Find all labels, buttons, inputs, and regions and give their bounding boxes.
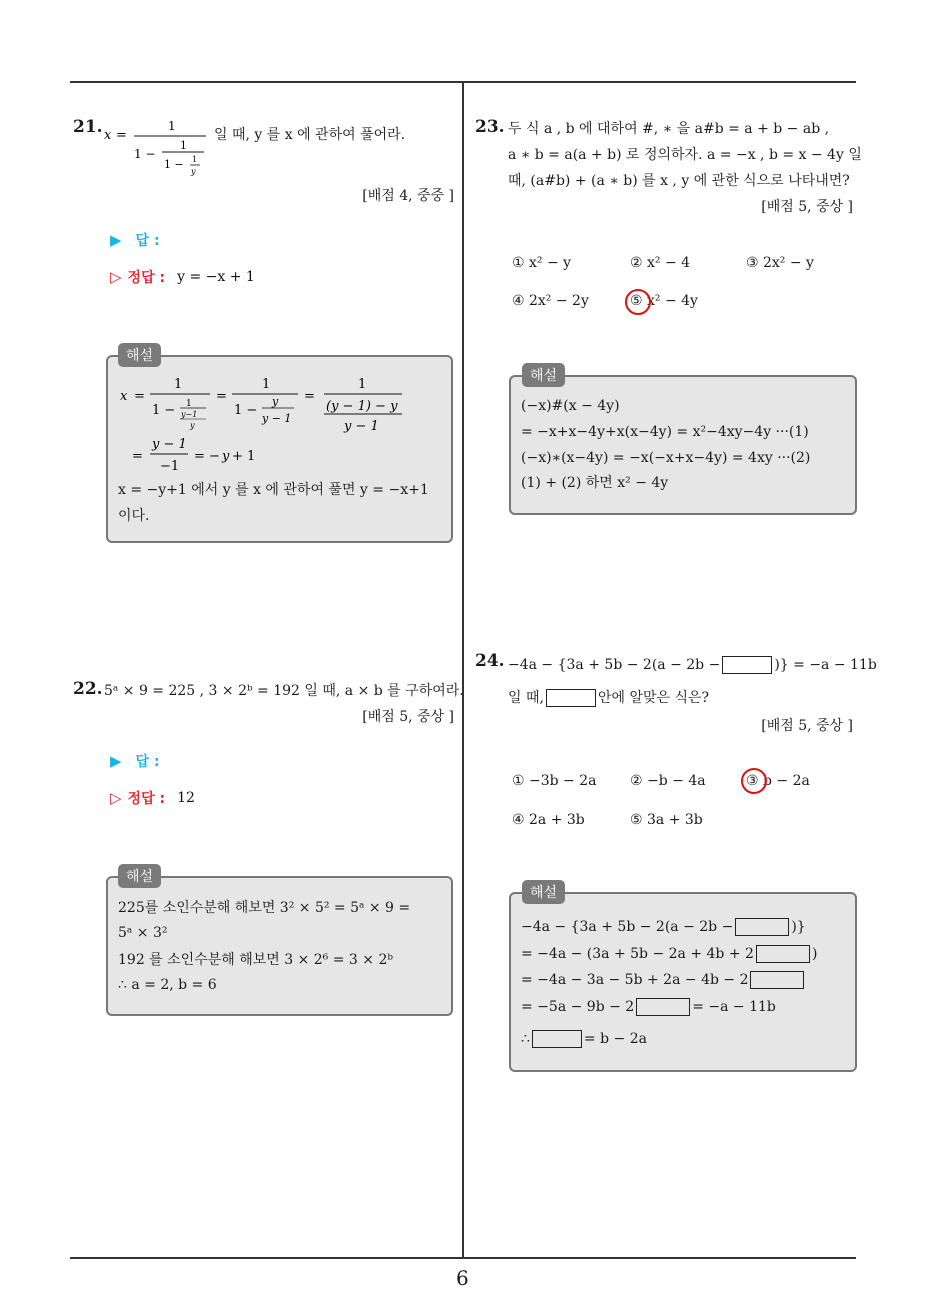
q24-solution-line2 — [521, 944, 817, 964]
correct-value: 12 — [177, 790, 195, 806]
q21-solution-math — [118, 372, 418, 482]
svg-text:1: 1 — [174, 377, 183, 392]
q21-solution-line3: x = −y+1 에서 y 를 x 에 관하여 풀면 y = −x+1 — [118, 482, 429, 498]
q24-score: [배점 5, 중상 ] — [761, 718, 853, 734]
q24-line1-right: )} = −a − 11b — [774, 657, 877, 673]
q22-solution-tag: 해설 — [118, 864, 161, 888]
play-icon: ▶ — [110, 231, 122, 249]
svg-text:y − 1: y − 1 — [344, 419, 379, 434]
q22-answer-row[interactable] — [110, 751, 160, 771]
q24-selected-circle-icon — [741, 768, 767, 794]
svg-text:=: = — [304, 389, 315, 404]
svg-text:−1: −1 — [160, 459, 180, 474]
correct-label: 정답 : — [127, 791, 166, 807]
q23-line1: 두 식 a , b 에 대하여 #, ∗ 을 a#b = a + b − ab , — [508, 121, 830, 137]
q24-choice-4[interactable]: ④ 2a + 3b — [512, 812, 585, 828]
q22-solution-line4: ∴ a = 2, b = 6 — [118, 977, 217, 993]
q23-score: [배점 5, 중상 ] — [761, 199, 853, 215]
correct-value: y = −x + 1 — [177, 269, 255, 285]
q23-choice-2[interactable]: ② x² − 4 — [630, 255, 691, 271]
q22-solution-line2: 5ᵃ × 3² — [118, 925, 168, 941]
q24-line1 — [508, 652, 877, 678]
q23-solution-line1: (−x)#(x − 4y) — [521, 398, 620, 414]
q24-sol-blank-box — [750, 971, 804, 989]
bottom-rule — [70, 1257, 856, 1259]
svg-text:1: 1 — [180, 139, 187, 152]
q23-choice-3[interactable]: ③ 2x² − y — [746, 255, 814, 271]
q24-sol-blank-box — [636, 998, 690, 1016]
q21-solution-tag: 해설 — [118, 343, 161, 367]
q24-sol-line1-left: −4a − {3a + 5b − 2(a − 2b − — [521, 919, 734, 935]
svg-text:y: y — [272, 395, 279, 408]
q24-solution-line3 — [521, 970, 806, 990]
q24-choice-2[interactable]: ② −b − 4a — [630, 773, 706, 789]
q23-line3: 때, (a#b) + (a ∗ b) 를 x , y 에 관한 식으로 나타내면? — [508, 173, 850, 189]
q21-fraction — [104, 116, 210, 182]
svg-text:=: = — [116, 128, 127, 143]
q23-selected-circle-icon — [625, 289, 651, 315]
q24-sol-line4-right: = −a − 11b — [692, 999, 776, 1015]
svg-text:1 −: 1 − — [234, 403, 258, 418]
q23-solution-line4: (1) + (2) 하면 x² − 4y — [521, 475, 669, 491]
svg-text:+ 1: + 1 — [232, 449, 256, 464]
q24-line2-left: 일 때, — [508, 690, 544, 706]
q22-solution-box — [106, 876, 453, 1016]
q24-blank-box — [546, 689, 596, 707]
q24-sol-line5-right: = b − 2a — [583, 1031, 647, 1047]
svg-text:y: y — [191, 167, 196, 176]
q22-solution-line3: 192 를 소인수분해 해보면 3 × 2⁶ = 3 × 2ᵇ — [118, 952, 393, 968]
svg-text:=: = — [134, 389, 145, 404]
q24-sol-line5-left: ∴ — [521, 1031, 530, 1047]
q24-line2-right: 안에 알맞은 식은? — [597, 690, 710, 706]
q21-correct-row — [110, 267, 255, 287]
svg-text:x: x — [104, 128, 112, 143]
svg-text:y: y — [190, 421, 195, 430]
answer-label: 답 : — [135, 754, 160, 770]
answer-label: 답 : — [135, 233, 160, 249]
q23-solution-line2: = −x+x−4y+x(x−4y) = x²−4xy−4y ···(1) — [521, 424, 809, 440]
svg-text:1 −: 1 − — [134, 147, 156, 161]
q24-choice-3[interactable]: ③ b − 2a — [746, 773, 810, 789]
triangle-outline-icon: ▷ — [110, 789, 122, 807]
q22-correct-row — [110, 788, 195, 808]
q23-choice-1[interactable]: ① x² − y — [512, 255, 572, 271]
q23-solution-line3: (−x)∗(x−4y) = −x(−x+x−4y) = 4xy ···(2) — [521, 450, 811, 466]
q24-sol-line1-right: )} — [791, 919, 806, 935]
q24-sol-blank-box — [735, 918, 789, 936]
svg-text:= −: = − — [194, 449, 220, 464]
q24-sol-line4-left: = −5a − 9b − 2 — [521, 999, 635, 1015]
play-icon: ▶ — [110, 752, 122, 770]
q21-score: [배점 4, 중중 ] — [362, 188, 454, 204]
svg-text:y − 1: y − 1 — [152, 437, 187, 452]
q21-question-text: 일 때, y 를 x 에 관하여 풀어라. — [214, 127, 406, 143]
q22-number: 22. — [73, 679, 103, 699]
q24-solution-line4 — [521, 997, 776, 1017]
q22-score: [배점 5, 중상 ] — [362, 709, 454, 725]
svg-text:1 −: 1 − — [164, 158, 184, 171]
q24-number: 24. — [475, 651, 505, 671]
q24-blank-box — [722, 656, 772, 674]
q23-line2: a ∗ b = a(a + b) 로 정의하자. a = −x , b = x − 4y 일 — [508, 147, 862, 163]
svg-text:1: 1 — [186, 399, 192, 409]
page-number: 6 — [456, 1266, 469, 1290]
svg-text:(y − 1) − y: (y − 1) − y — [326, 399, 398, 414]
svg-text:y: y — [222, 449, 230, 464]
svg-text:y − 1: y − 1 — [262, 412, 292, 425]
svg-text:=: = — [216, 389, 227, 404]
q21-answer-row[interactable] — [110, 230, 160, 250]
q24-solution-tag: 해설 — [522, 880, 565, 904]
q24-sol-blank-box — [532, 1030, 582, 1048]
q23-choice-5[interactable]: ⑤ x² − 4y — [630, 293, 698, 309]
q24-solution-line5 — [521, 1029, 647, 1049]
q24-sol-line3-left: = −4a − 3a − 5b + 2a − 4b − 2 — [521, 972, 749, 988]
q22-question-text: 5ᵃ × 9 = 225 , 3 × 2ᵇ = 192 일 때, a × b 를 구하여라. — [104, 683, 464, 699]
svg-text:1: 1 — [262, 377, 271, 392]
q23-choice-4[interactable]: ④ 2x² − 2y — [512, 293, 589, 309]
q24-sol-line2-left: = −4a − (3a + 5b − 2a + 4b + 2 — [521, 946, 754, 962]
q21-solution-line4: 이다. — [118, 508, 150, 524]
triangle-outline-icon: ▷ — [110, 268, 122, 286]
svg-text:1: 1 — [358, 377, 367, 392]
svg-text:x: x — [120, 389, 128, 404]
q24-line2 — [508, 685, 709, 711]
svg-text:y−1: y−1 — [181, 410, 198, 419]
q24-sol-line2-right: ) — [811, 946, 818, 962]
svg-text:=: = — [132, 449, 143, 464]
column-divider — [462, 83, 464, 1258]
q24-sol-blank-box — [756, 945, 810, 963]
correct-label: 정답 : — [127, 270, 166, 286]
q24-solution-line1 — [521, 917, 806, 937]
q24-choice-5[interactable]: ⑤ 3a + 3b — [630, 812, 703, 828]
q22-solution-line1: 225를 소인수분해 해보면 3² × 5² = 5ᵃ × 9 = — [118, 900, 411, 916]
svg-text:1: 1 — [168, 119, 176, 133]
q21-number: 21. — [73, 117, 103, 137]
q23-number: 23. — [475, 117, 505, 137]
q24-line1-left: −4a − {3a + 5b − 2(a − 2b − — [508, 657, 721, 673]
q24-choice-1[interactable]: ① −3b − 2a — [512, 773, 597, 789]
svg-text:1 −: 1 − — [152, 403, 176, 418]
q23-solution-tag: 해설 — [522, 363, 565, 387]
svg-text:1: 1 — [192, 155, 198, 164]
